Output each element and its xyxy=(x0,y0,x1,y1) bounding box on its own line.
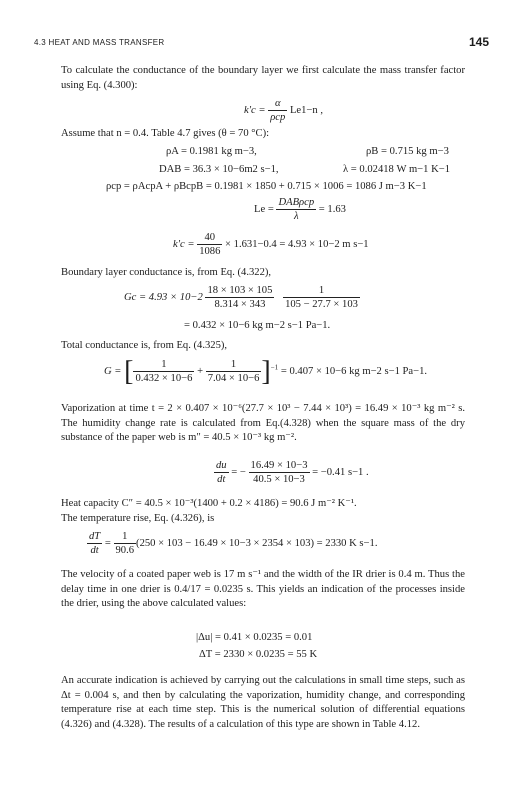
boundary-text: Boundary layer conductance is, from Eq. (4.322), xyxy=(61,267,272,278)
left-bracket: [ xyxy=(124,356,134,387)
Gc-numerator-1: 18 × 103 × 105 xyxy=(207,285,273,296)
du-value-denominator: 40.5 × 10−3 xyxy=(253,474,305,485)
G-numerator-1: 1 xyxy=(133,358,194,372)
equation-Le xyxy=(254,196,346,223)
Gc-numerator-2: 1 xyxy=(283,284,360,298)
assume-text: Assume that n = 0.4. Table 4.7 gives (θ = 70 °C): xyxy=(61,128,270,139)
equation-rhocp: ρcp = ρAcpA + ρBcpB = 0.1981 × 1850 + 0.715 × 1006 = 1086 J m−3 K−1 xyxy=(106,181,427,192)
dT-denominator: dt xyxy=(90,545,99,556)
accurate-paragraph: An accurate indication is achieved by carrying out the calculations in small time steps, such as Δt = 0.004 s, and then by calculating the vaporization, humidity change, and corresponding temperature rise at each time step. This is the numerical solution of differential equations (4.326) and (4.328). The results of a calculation of this type are shown in Table 4.12. xyxy=(61,675,465,731)
Le-lhs: Le = xyxy=(254,203,274,215)
kc-denominator: ρcp xyxy=(270,112,286,123)
temperature-rise-text: The temperature rise, Eq. (4.326), is xyxy=(61,513,215,524)
G-rhs: = 0.407 × 10−6 kg m−2 s−1 Pa−1. xyxy=(280,365,428,377)
Le-fraction xyxy=(276,196,316,223)
G-fraction-1 xyxy=(133,358,194,385)
Le-rhs: = 1.63 xyxy=(318,203,346,215)
heat-capacity-text: Heat capacity C″ = 40.5 × 10⁻³(1400 + 0.2 × 4186) = 90.6 J m⁻² K⁻¹. xyxy=(61,498,357,509)
Le-numerator: DABρcp xyxy=(278,197,315,208)
du-dt-fraction xyxy=(214,459,229,486)
equation-Gc xyxy=(124,284,360,311)
kc2-denominator: 1086 xyxy=(199,246,221,257)
dT-numerator: dT xyxy=(89,531,101,542)
dT-equals: = xyxy=(104,537,111,549)
du-rhs: = −0.41 s−1 . xyxy=(312,466,369,478)
dT-coef-denominator: 90.6 xyxy=(115,545,135,556)
equation-dT-dt xyxy=(87,530,377,557)
total-text: Total conductance is, from Eq. (4.325), xyxy=(61,340,228,351)
kc2-rhs: × 1.631−0.4 = 4.93 × 10−2 m s−1 xyxy=(225,238,369,250)
dt-denominator: dt xyxy=(217,474,226,485)
dT-coef-numerator: 1 xyxy=(114,530,137,544)
G-lhs: G = xyxy=(104,365,122,377)
equation-DAB: DAB = 36.3 × 10−6m2 s−1, xyxy=(159,164,279,175)
kc-numerator: α xyxy=(268,97,287,111)
kc-lhs: k′c = xyxy=(244,104,266,116)
du-value-fraction xyxy=(249,459,310,486)
vaporization-paragraph: Vaporization at time t = 2 × 0.407 × 10⁻⁶(27.7 × 10³ − 7.44 × 10³) = 16.49 × 10⁻³ kg m⁻² s. The humidity change rate is calculated from Eq.(4.328) when the square mass of the dry substance of the paper web is m″ = 40.5 × 10⁻³ kg m⁻². xyxy=(61,403,465,444)
Gc-denominator-2: 105 − 27.7 × 103 xyxy=(285,299,358,310)
equation-du-abs: |Δu| = 0.41 × 0.0235 = 0.01 xyxy=(196,632,313,643)
velocity-paragraph: The velocity of a coated paper web is 17 m s⁻¹ and the width of the IR drier is 0.4 m. Thus the delay time in one drier is 0.4/17 = 0.0235 s. This yields an indication of the processes inside the drier, using the above calculated values: xyxy=(61,569,465,610)
G-fraction-2 xyxy=(206,358,262,385)
section-title: 4.3 HEAT AND MASS TRANSFER xyxy=(34,38,165,47)
G-denominator-2: 7.04 × 10−6 xyxy=(207,373,260,384)
kc-fraction xyxy=(268,97,287,124)
kc2-numerator: 40 xyxy=(197,231,222,245)
Le-denominator: λ xyxy=(294,211,299,222)
equation-G: G = [ $\frac{1}{0.432 \times 10-6}$ + $\frac{1}{7.04 \times 10-6}$ ]$^{-1}$ = 0.407 × 10−6 kg m−2 s−1 Pa−1. xyxy=(104,356,428,387)
Gc-fraction-1 xyxy=(205,284,274,311)
G-denominator-1: 0.432 × 10−6 xyxy=(135,373,193,384)
kc2-lhs: k′c = xyxy=(173,238,195,250)
page-number: 145 xyxy=(468,35,489,49)
equation-lambda: λ = 0.02418 W m−1 K−1 xyxy=(343,164,451,175)
kc-rhs: Le1−n , xyxy=(289,104,323,116)
du-value-numerator: 16.49 × 10−3 xyxy=(250,460,308,471)
dT-rhs: (250 × 103 − 16.49 × 10−3 × 2354 × 103) = 2330 K s−1. xyxy=(136,537,378,549)
equation-du-dt xyxy=(214,459,369,486)
du-numerator: du xyxy=(216,460,227,471)
equation-kc-definition xyxy=(244,97,323,124)
equation-dT-abs: ΔT = 2330 × 0.0235 = 55 K xyxy=(199,649,318,660)
G-plus: + xyxy=(197,365,204,377)
kc2-fraction xyxy=(197,231,222,258)
intro-paragraph: To calculate the conductance of the boundary layer we first calculate the mass transfer factor using Eq. (4.300): xyxy=(61,65,465,91)
Gc-denominator-1: 8.314 × 343 xyxy=(214,299,266,310)
running-header xyxy=(34,35,489,51)
dT-dt-fraction xyxy=(87,530,102,557)
Gc-lhs: Gc = 4.93 × 10−2 xyxy=(124,291,203,303)
equation-kc-value xyxy=(173,231,369,258)
equation-Gc-result: = 0.432 × 10−6 kg m−2 s−1 Pa−1. xyxy=(184,320,331,331)
equation-rhoB: ρB = 0.715 kg m−3 xyxy=(366,146,449,157)
G-numerator-2: 1 xyxy=(206,358,262,372)
dT-coefficient-fraction xyxy=(114,530,137,557)
equation-rhoA: ρA = 0.1981 kg m−3, xyxy=(166,146,257,157)
Gc-fraction-2 xyxy=(283,284,360,311)
du-equals: = − xyxy=(231,466,246,478)
right-bracket: ] xyxy=(261,356,271,387)
